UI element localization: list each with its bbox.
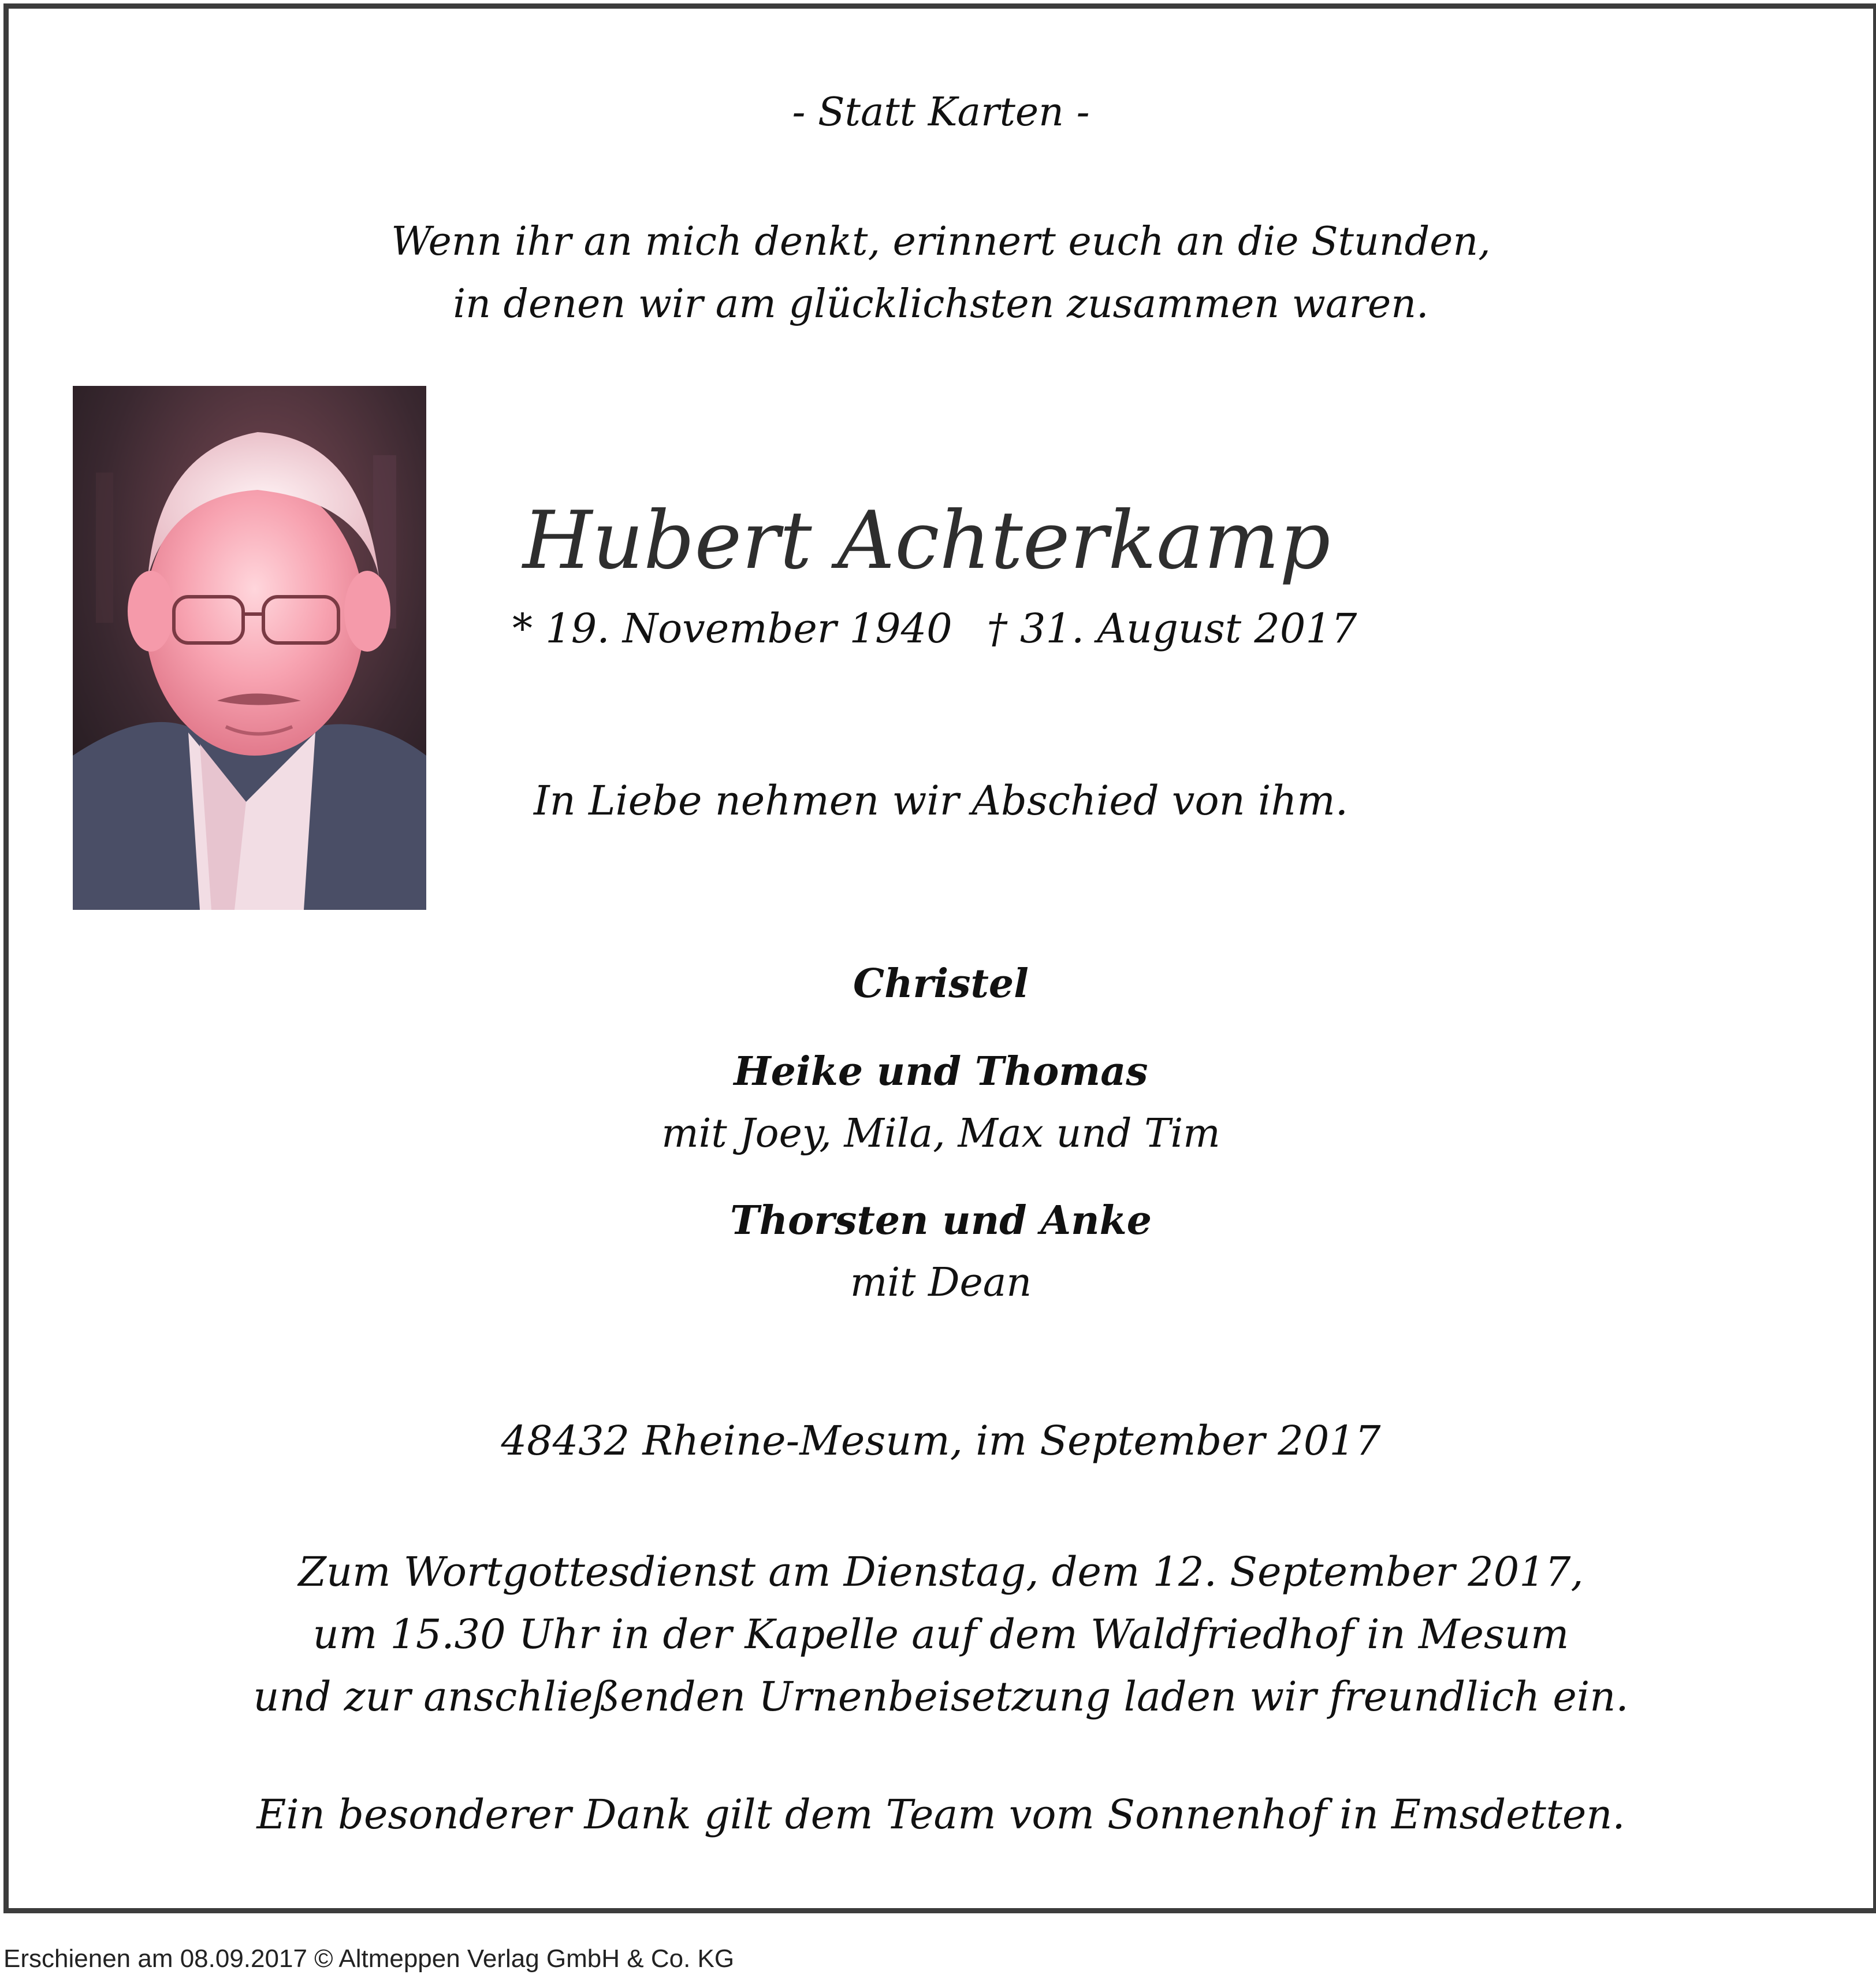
deceased-name: Hubert Achterkamp bbox=[523, 494, 1331, 587]
family-children: mit Joey, Mila, Max und Tim bbox=[661, 1111, 1220, 1157]
quote bbox=[9, 211, 1873, 336]
family-member: Heike und Thomas bbox=[734, 1049, 1148, 1095]
family-member: Christel bbox=[853, 961, 1029, 1007]
portrait-photo bbox=[73, 386, 426, 910]
pre-heading: - Statt Karten - bbox=[792, 90, 1090, 135]
service-line: Zum Wortgottesdienst am Dienstag, dem 12. September 2017, bbox=[298, 1548, 1584, 1596]
place-date: 48432 Rheine-Mesum, im September 2017 bbox=[501, 1417, 1381, 1464]
birth-date: * 19. November 1940 bbox=[512, 605, 952, 652]
quote-line: in denen wir am glücklichsten zusammen waren. bbox=[453, 281, 1429, 327]
family-member: Thorsten und Anke bbox=[730, 1198, 1152, 1244]
family-children: mit Dean bbox=[850, 1260, 1032, 1306]
service-line: um 15.30 Uhr in der Kapelle auf dem Waldfriedhof in Mesum bbox=[312, 1611, 1569, 1658]
service-info bbox=[9, 1541, 1873, 1728]
death-date: † 31. August 2017 bbox=[987, 605, 1357, 652]
service-line: und zur anschließenden Urnenbeisetzung laden wir freundlich ein. bbox=[253, 1673, 1629, 1720]
farewell-text: In Liebe nehmen wir Abschied von ihm. bbox=[533, 777, 1349, 824]
publication-footer: Erschienen am 08.09.2017 © Altmeppen Verlag GmbH & Co. KG bbox=[3, 1944, 735, 1973]
obituary-notice bbox=[3, 3, 1876, 1913]
life-dates bbox=[512, 605, 1357, 652]
thanks-text: Ein besonderer Dank gilt dem Team vom Sonnenhof in Emsdetten. bbox=[256, 1791, 1625, 1838]
quote-line: Wenn ihr an mich denkt, erinnert euch an die Stunden, bbox=[391, 219, 1491, 265]
